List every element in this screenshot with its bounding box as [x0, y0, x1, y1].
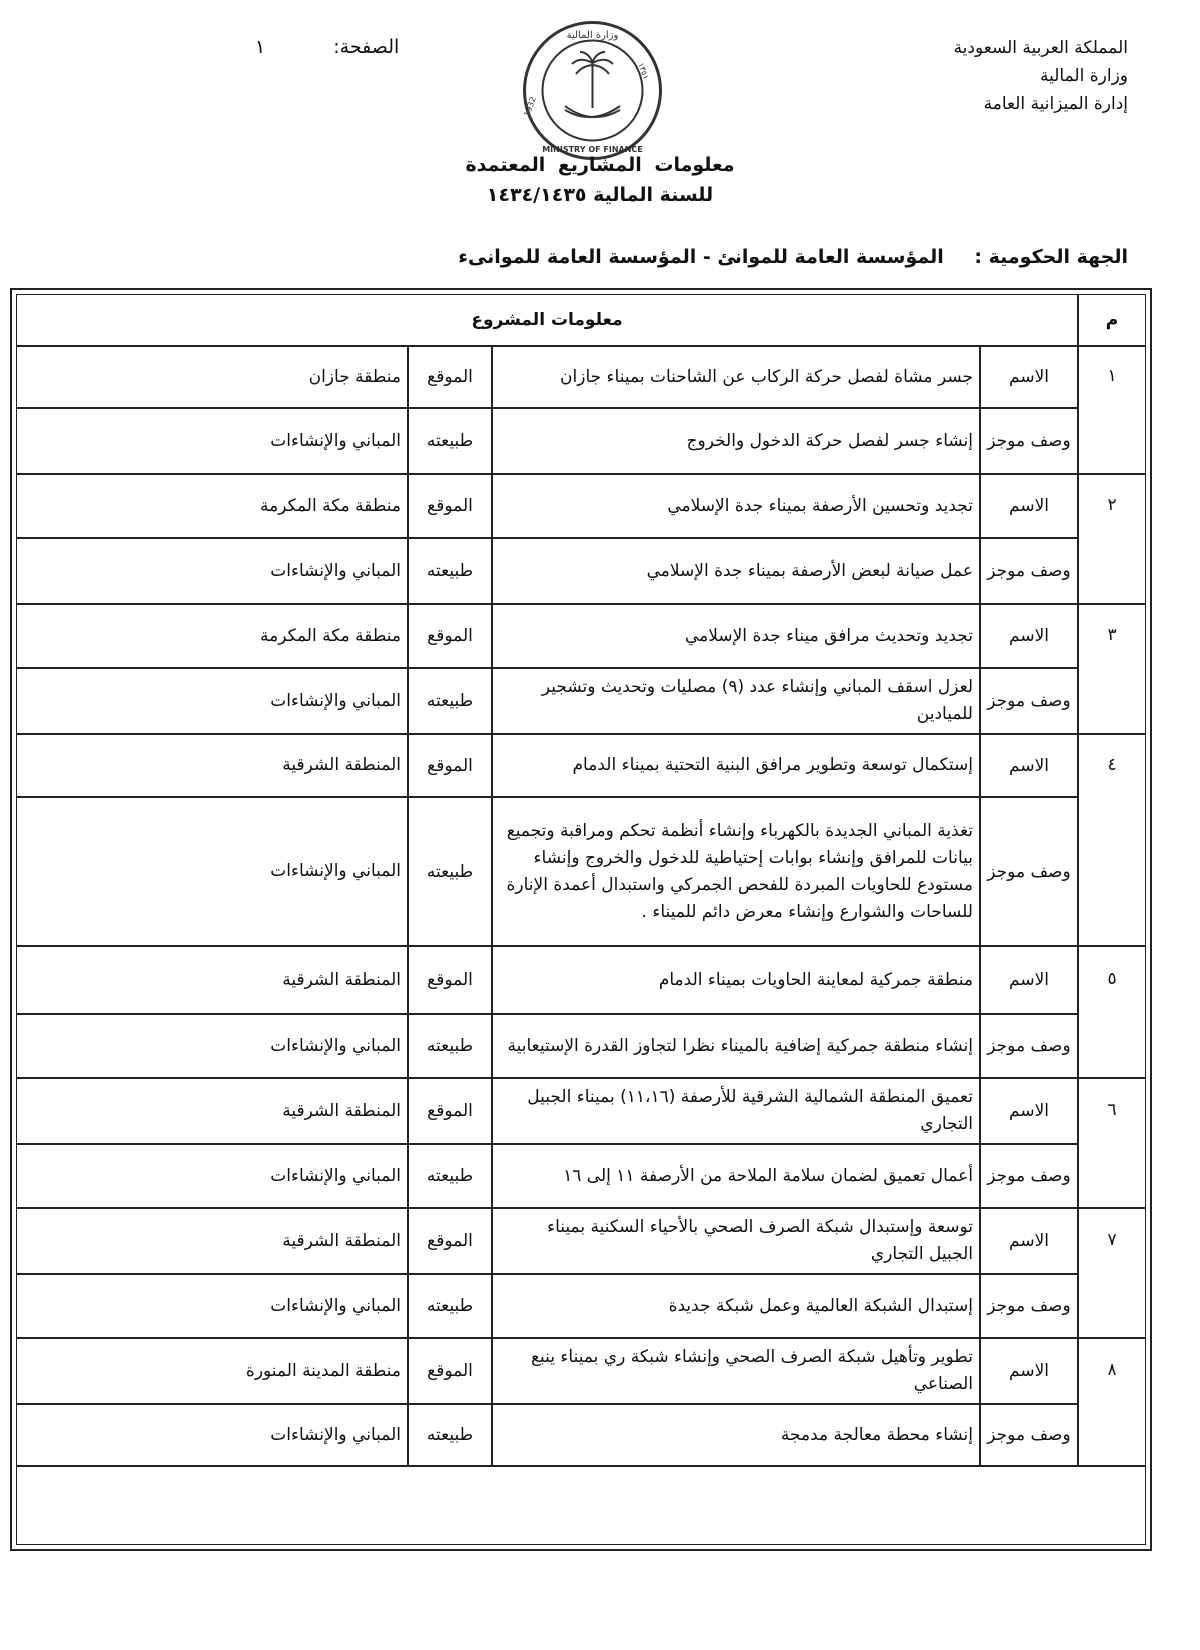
location-label-cell: الموقع [409, 605, 493, 669]
desc-label-cell: وصف موجز [981, 798, 1079, 947]
desc-label-cell: وصف موجز [981, 669, 1079, 735]
location-value-cell: المنطقة الشرقية [17, 947, 409, 1015]
ministry-seal-logo [520, 18, 665, 163]
project-desc-cell: أعمال تعميق لضمان سلامة الملاحة من الأرصفة ١١ إلى ١٦ [493, 1145, 981, 1209]
row-index-cell: ٢ [1079, 475, 1145, 605]
project-name-cell: تطوير وتأهيل شبكة الصرف الصحي وإنشاء شبكة ري بميناء ينبع الصناعي [493, 1339, 981, 1405]
org-line-3: إدارة الميزانية العامة [983, 94, 1128, 114]
project-desc-cell: عمل صيانة لبعض الأرصفة بميناء جدة الإسلامي [493, 539, 981, 605]
project-desc-cell: تغذية المباني الجديدة بالكهرباء وإنشاء أنظمة تحكم ومراقبة وتجميع بيانات للمرافق وإنشاء بوابات إحتياطية للدخول والخروج وإنشاء مستودع للحاويات المبردة للفحص الجمركي واستبدال أعمدة الإنارة للساحات والشوارع وإنشاء معرض دائم للميناء . [493, 798, 981, 947]
location-label-cell: الموقع [409, 947, 493, 1015]
location-label-cell: الموقع [409, 1209, 493, 1275]
location-label-cell: الموقع [409, 1339, 493, 1405]
header-info-cell: معلومات المشروع [17, 295, 1079, 347]
organization-header [828, 34, 1128, 118]
nature-label-cell: طبيعته [409, 1015, 493, 1079]
name-label-cell: الاسم [981, 735, 1079, 798]
row-index-cell: ٧ [1079, 1209, 1145, 1339]
government-entity-value: المؤسسة العامة للموانئ - المؤسسة العامة للموانىء [458, 246, 944, 268]
nature-value-cell: المباني والإنشاءات [17, 1405, 409, 1467]
project-desc-cell: إنشاء منطقة جمركية إضافية بالميناء نظرا لتجاوز القدرة الإستيعابية [493, 1015, 981, 1079]
name-label-cell: الاسم [981, 1339, 1079, 1405]
project-name-cell: جسر مشاة لفصل حركة الركاب عن الشاحنات بميناء جازان [493, 347, 981, 409]
desc-label-cell: وصف موجز [981, 1145, 1079, 1209]
nature-value-cell: المباني والإنشاءات [17, 1275, 409, 1339]
nature-value-cell: المباني والإنشاءات [17, 1015, 409, 1079]
row-index-cell: ٣ [1079, 605, 1145, 735]
nature-label-cell: طبيعته [409, 1405, 493, 1467]
nature-value-cell: المباني والإنشاءات [17, 798, 409, 947]
location-label-cell: الموقع [409, 347, 493, 409]
location-label-cell: الموقع [409, 475, 493, 539]
desc-label-cell: وصف موجز [981, 1275, 1079, 1339]
nature-value-cell: المباني والإنشاءات [17, 669, 409, 735]
project-name-cell: تعميق المنطقة الشمالية الشرقية للأرصفة (١١،١٦) بميناء الجبيل التجاري [493, 1079, 981, 1145]
project-name-cell: تجديد وتحديث مرافق ميناء جدة الإسلامي [493, 605, 981, 669]
nature-label-cell: طبيعته [409, 539, 493, 605]
nature-value-cell: المباني والإنشاءات [17, 1145, 409, 1209]
seal-year-left: 1932 [522, 95, 538, 118]
page-label: الصفحة: [333, 36, 400, 58]
desc-label-cell: وصف موجز [981, 1015, 1079, 1079]
location-value-cell: المنطقة الشرقية [17, 1079, 409, 1145]
name-label-cell: الاسم [981, 475, 1079, 539]
project-name-cell: توسعة وإستبدال شبكة الصرف الصحي بالأحياء السكنية بميناء الجبيل التجاري [493, 1209, 981, 1275]
name-label-cell: الاسم [981, 1209, 1079, 1275]
project-name-cell: تجديد وتحسين الأرصفة بميناء جدة الإسلامي [493, 475, 981, 539]
location-label-cell: الموقع [409, 735, 493, 798]
projects-table-inner [16, 294, 1146, 1545]
seal-year-right: ١٣٥١ [636, 61, 651, 81]
page-number: ١ [255, 36, 266, 58]
government-entity-label: الجهة الحكومية : [974, 246, 1128, 268]
location-value-cell: منطقة المدينة المنورة [17, 1339, 409, 1405]
location-value-cell: المنطقة الشرقية [17, 1209, 409, 1275]
nature-label-cell: طبيعته [409, 409, 493, 475]
row-index-cell: ٥ [1079, 947, 1145, 1079]
location-value-cell: منطقة مكة المكرمة [17, 605, 409, 669]
nature-label-cell: طبيعته [409, 798, 493, 947]
row-index-cell: ٤ [1079, 735, 1145, 947]
seal-top-text: وزارة المالية [566, 30, 619, 41]
nature-label-cell: طبيعته [409, 1145, 493, 1209]
desc-label-cell: وصف موجز [981, 1405, 1079, 1467]
name-label-cell: الاسم [981, 347, 1079, 409]
org-line-1: المملكة العربية السعودية [953, 38, 1128, 58]
project-desc-cell: إنشاء محطة معالجة مدمجة [493, 1405, 981, 1467]
page-indicator [255, 36, 399, 58]
name-label-cell: الاسم [981, 605, 1079, 669]
org-line-2: وزارة المالية [1040, 66, 1128, 86]
project-desc-cell: إستبدال الشبكة العالمية وعمل شبكة جديدة [493, 1275, 981, 1339]
header-index-cell: م [1079, 295, 1145, 347]
project-desc-cell: لعزل اسقف المباني وإنشاء عدد (٩) مصليات وتحديث وتشجير للميادين [493, 669, 981, 735]
nature-value-cell: المباني والإنشاءات [17, 409, 409, 475]
name-label-cell: الاسم [981, 1079, 1079, 1145]
title-line-2: للسنة المالية ١٤٣٤/١٤٣٥ [486, 184, 714, 206]
location-value-cell: منطقة مكة المكرمة [17, 475, 409, 539]
row-index-cell: ٦ [1079, 1079, 1145, 1209]
project-name-cell: إستكمال توسعة وتطوير مرافق البنية التحتية بميناء الدمام [493, 735, 981, 798]
document-title [0, 150, 1200, 210]
name-label-cell: الاسم [981, 947, 1079, 1015]
title-line-1: معلومات المشاريع المعتمدة [465, 154, 735, 176]
location-value-cell: منطقة جازان [17, 347, 409, 409]
project-name-cell: منطقة جمركية لمعاينة الحاويات بميناء الدمام [493, 947, 981, 1015]
location-label-cell: الموقع [409, 1079, 493, 1145]
nature-label-cell: طبيعته [409, 669, 493, 735]
project-desc-cell: إنشاء جسر لفصل حركة الدخول والخروج [493, 409, 981, 475]
location-value-cell: المنطقة الشرقية [17, 735, 409, 798]
projects-table [10, 288, 1152, 1551]
government-entity [458, 246, 1128, 268]
row-index-cell: ٨ [1079, 1339, 1145, 1467]
desc-label-cell: وصف موجز [981, 539, 1079, 605]
row-index-cell: ١ [1079, 347, 1145, 475]
seal-bottom-text: MINISTRY OF FINANCE [542, 145, 643, 154]
desc-label-cell: وصف موجز [981, 409, 1079, 475]
nature-value-cell: المباني والإنشاءات [17, 539, 409, 605]
nature-label-cell: طبيعته [409, 1275, 493, 1339]
